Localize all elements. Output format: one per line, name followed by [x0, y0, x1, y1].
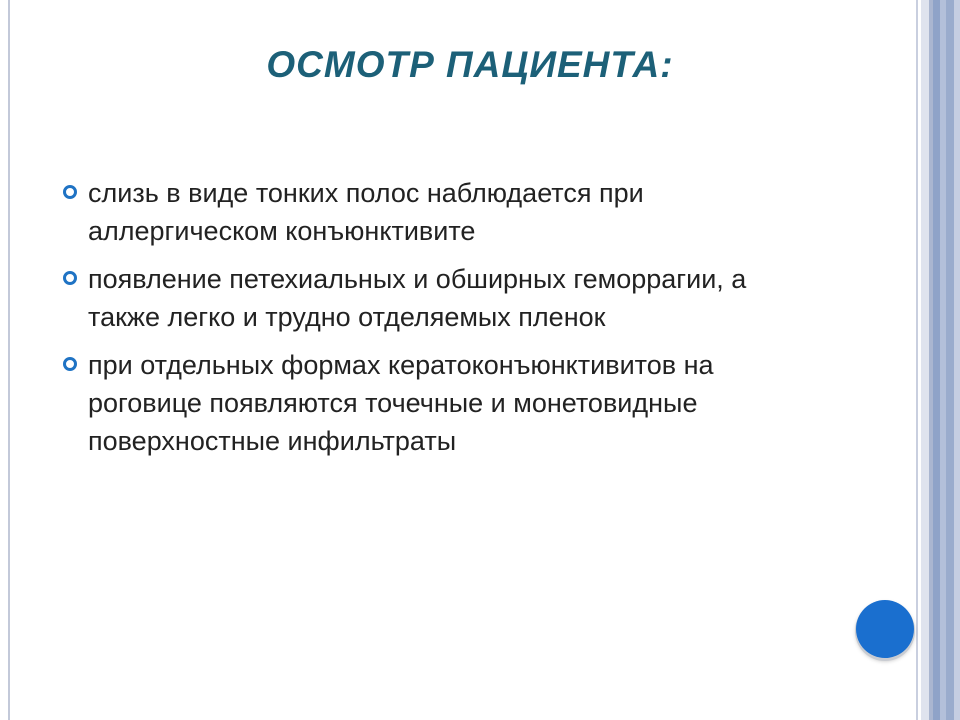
slide-title: ОСМОТР ПАЦИЕНТА: — [266, 44, 674, 85]
list-item-text: слизь в виде тонких полос наблюдается при аллергическом конъюнктивите — [88, 178, 644, 246]
right-frame-stripe — [921, 0, 929, 720]
right-frame-stripe — [916, 0, 918, 720]
ring-bullet-icon — [63, 357, 77, 371]
bullet-list — [58, 174, 818, 470]
left-frame-line — [8, 0, 10, 720]
ring-bullet-icon — [63, 271, 77, 285]
right-frame-stripe — [933, 0, 940, 720]
ring-bullet-icon — [63, 185, 77, 199]
right-frame-stripe — [946, 0, 954, 720]
list-item — [58, 346, 818, 460]
list-item-text: появление петехиальных и обширных геморрагии, а также легко и трудно отделяемых пленок — [88, 264, 747, 332]
circle-icon[interactable] — [856, 600, 914, 658]
list-item-text: при отдельных формах кератоконъюнктивитов на роговице появляются точечные и монетовидные поверхностные инфильтраты — [88, 350, 714, 456]
list-item — [58, 174, 818, 250]
right-frame-stripe — [954, 0, 960, 720]
list-item — [58, 260, 818, 336]
